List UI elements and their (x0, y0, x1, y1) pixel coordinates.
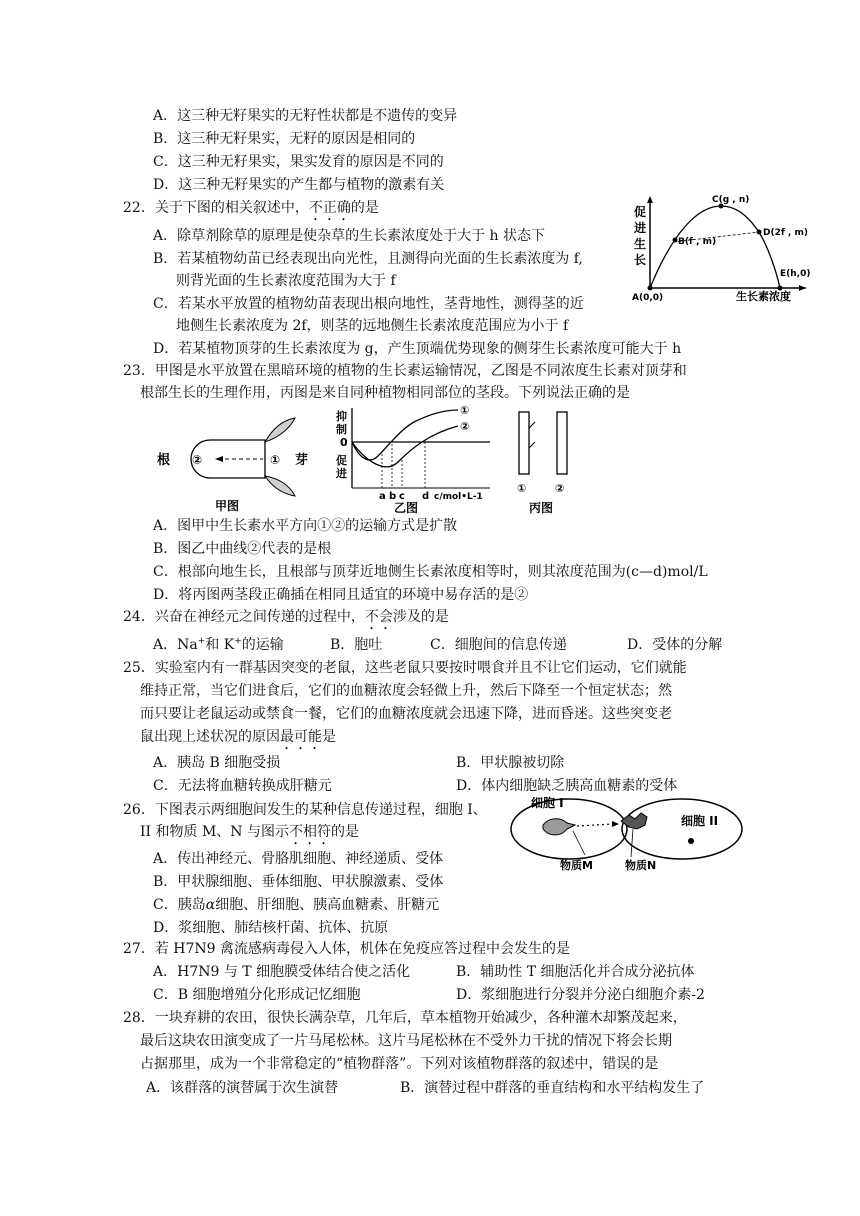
q26-option-d: D．浆细胞、肺结核杆菌、抗体、抗原 (153, 920, 389, 936)
x-unit-label: c/mol•L-1 (434, 492, 483, 502)
q21-option-a: A．这三种无籽果实的无籽性状都是不遗传的变异 (153, 108, 458, 124)
q22-stem: 22．关于下图的相关叙述中，不正确的是 (123, 200, 379, 216)
q24-option-c: C．细胞间的信息传递 (430, 637, 567, 653)
q27-option-c: C．B 细胞增殖分化形成记忆细胞 (153, 987, 361, 1003)
q24-stem: 24．兴奋在神经元之间传递的过程中，不会涉及的是 (123, 609, 449, 625)
q23-option-b: B．图乙中曲线②代表的是根 (153, 541, 332, 557)
cell-2-label: 细胞 II (681, 814, 719, 828)
q26-cell-signal-figure (505, 795, 750, 880)
signal-path (577, 824, 613, 826)
q24-stem-emphasis: 不会 (364, 609, 393, 625)
y-axis-arrow (647, 196, 653, 203)
q28-option-a: A．该群落的演替属于次生演替 (146, 1080, 339, 1096)
q25-stem-line3: 而只要让老鼠运动或禁食一餐，它们的血糖浓度就会迅速下降，进而昏迷。这些突变老 (140, 706, 672, 722)
stem-segment-2 (557, 412, 567, 474)
cell-2-outline (622, 799, 742, 859)
q22-option-a: A．除草剂除草的原理是使杂草的生长素浓度处于大于 h 状态下 (153, 228, 546, 244)
substance-m-label: 物质M (560, 859, 593, 872)
q26-option-b: B．甲状腺细胞、垂体细胞、甲状腺激素、受体 (153, 874, 444, 890)
q23-option-c: C．根部向地生长，且根部与顶芽近地侧生长素浓度相等时，则其浓度范围为(c—d)mol/L (153, 564, 708, 580)
label-d: D(2f , m) (763, 228, 808, 238)
q22-auxin-curve-figure (628, 192, 810, 304)
q26-option-c: C．胰岛α细胞、肝细胞、胰高血糖素、肝糖元 (153, 897, 440, 913)
label-e: E(h,0) (780, 269, 810, 279)
q22-option-b-line2: 则背光面的生长素浓度范围为大于 f (176, 273, 396, 289)
q25-stem-line2: 维持正常，当它们进食后，它们的血糖浓度会轻微上升，然后下降至一个恒定状态；然 (140, 683, 672, 699)
q27-option-b: B．辅助性 T 细胞活化并合成分泌抗体 (456, 964, 695, 980)
q22-option-c-line1: C．若某水平放置的植物幼苗表现出根向地性，茎背地性，测得茎的近 (153, 296, 584, 312)
stem-1-label: ① (517, 482, 527, 495)
q26-stem-line1: 26．下图表示两细胞间发生的某种信息传递过程，细胞 I、 (123, 802, 487, 818)
q22-option-c-line2: 地侧生长素浓度为 2f，则茎的远地侧生长素浓度范围应为小于 f (176, 318, 569, 334)
q22-stem-emphasis: 不正确 (308, 200, 351, 216)
transport-arrow (215, 456, 223, 462)
curve-1 (352, 410, 458, 460)
q27-option-d: D．浆细胞进行分裂并分泌白细胞介素-2 (456, 987, 705, 1003)
m-pointer (573, 831, 585, 855)
x-axis-label: 生长素浓度 (736, 290, 791, 303)
q25-option-b: B．甲状腺被切除 (456, 755, 565, 771)
lower-leaf (265, 476, 295, 496)
response-curve (650, 206, 780, 288)
q21-option-c: C．这三种无籽果实，果实发育的原因是不同的 (153, 154, 444, 170)
tick-c: c (399, 491, 405, 502)
q22-option-b-line1: B．若某植物幼苗已经表现出向光性，且测得向光面的生长素浓度为 f, (153, 251, 583, 267)
q23-figure-bing (505, 406, 585, 516)
q26-stem-line2: II 和物质 M、N 与图示不相符的是 (140, 824, 359, 840)
q23-stem-line2: 根部生长的生理作用，丙图是来自同种植物相同部位的茎段。下列说法正确的是 (140, 385, 630, 401)
x-axis-arrow (799, 285, 806, 291)
signal-arrow (612, 821, 619, 827)
promote-label-1: 促 (336, 454, 347, 467)
y-axis-label-4: 长 (634, 253, 647, 267)
q24-option-a: A．Na+和 K+的运输 (153, 636, 284, 653)
zero-label: 0 (340, 436, 348, 449)
q23-option-d: D．将丙图两茎段正确插在相同且适宜的环境中易存活的是② (153, 587, 529, 603)
q24-option-d: D．受体的分解 (627, 637, 723, 653)
inhibit-label-2: 制 (336, 423, 347, 436)
q26-option-a: A．传出神经元、骨胳肌细胞、神经递质、受体 (153, 851, 444, 867)
q25-option-c: C．无法将血糖转换成肝糖元 (153, 778, 332, 794)
stem-2-label: ② (555, 482, 565, 495)
q21-option-d: D．这三种无籽果实的产生都与植物的激素有关 (153, 177, 445, 193)
cell-2-nucleus (688, 838, 694, 844)
q25-stem-emphasis: 最可能 (280, 729, 322, 745)
q26-stem-emphasis: 不相符 (289, 824, 331, 840)
q25-stem-line1: 25．实验室内有一群基因突变的老鼠，这些老鼠只要按时喂食并且不让它们运动，它们就能 (123, 660, 687, 676)
point-a (648, 286, 653, 291)
cell-1-label: 细胞 I (531, 796, 564, 810)
y-axis-label-2: 进 (634, 221, 647, 235)
label-c: C(g , n) (712, 195, 750, 205)
figure-jia-caption: 甲图 (215, 499, 240, 513)
q28-stem-line2: 最后这块农田演变成了一片马尾松林。这片马尾松林在不受外力干扰的情况下将会长期 (140, 1033, 672, 1049)
cell-1-outline (511, 799, 627, 859)
stem-1-buds (529, 422, 535, 448)
q24-option-b: B．胞吐 (330, 637, 383, 653)
tick-a: a (379, 491, 386, 502)
point-b (673, 238, 678, 243)
cell-1-nucleus (543, 819, 575, 835)
stem-segment-1 (519, 412, 529, 474)
substance-n-label: 物质N (625, 859, 657, 872)
root-label: 根 (157, 453, 171, 468)
curve-2 (352, 426, 458, 467)
q25-option-a: A．胰岛 B 细胞受损 (153, 755, 281, 771)
inhibit-label-1: 抑 (336, 410, 347, 423)
receptor-n (621, 813, 647, 829)
marker-2: ② (192, 453, 203, 467)
promote-label-2: 进 (336, 467, 347, 480)
q23-figure-yi (330, 404, 500, 516)
figure-bing-caption: 丙图 (529, 501, 554, 515)
bud-label: 芽 (295, 453, 309, 468)
curve-1-label: ① (460, 404, 470, 417)
marker-1: ① (270, 453, 281, 467)
q23-option-a: A．图甲中生长素水平方向①②的运输方式是扩散 (153, 518, 458, 534)
q28-stem-line1: 28．一块弃耕的农田，很快长满杂草，几年后，草本植物开始减少，各种灌木却繁茂起来， (123, 1010, 687, 1026)
q21-option-b: B．这三种无籽果实，无籽的原因是相同的 (153, 131, 416, 147)
figure-yi-caption: 乙图 (394, 501, 419, 515)
q23-figure-jia (155, 410, 315, 515)
y-axis-label-3: 生 (634, 237, 647, 251)
q28-stem-line3: 占据那里，成为一个非常稳定的“植物群落”。下列对该植物群落的叙述中，错误的是 (140, 1056, 659, 1072)
q28-option-b: B．演替过程中群落的垂直结构和水平结构发生了 (400, 1080, 705, 1096)
q27-stem: 27．若 H7N9 禽流感病毒侵入人体，机体在免疫应答过程中会发生的是 (123, 941, 570, 957)
point-d (757, 230, 762, 235)
y-axis-label-1: 促 (634, 205, 647, 219)
curve-2-label: ② (460, 420, 470, 433)
n-pointer (631, 829, 633, 857)
upper-leaf (265, 418, 295, 442)
label-a: A(0,0) (632, 293, 664, 303)
tick-b: b (389, 491, 397, 502)
q25-option-d: D．体内细胞缺乏胰高血糖素的受体 (456, 778, 678, 794)
q25-stem-line4: 鼠出现上述状况的原因最可能是 (140, 729, 336, 745)
q27-option-a: A．H7N9 与 T 细胞膜受体结合使之活化 (153, 964, 411, 980)
q23-stem-line1: 23．甲图是水平放置在黑暗环境的植物的生长素运输情况，乙图是不同浓度生长素对顶芽和 (123, 363, 687, 379)
q22-option-d: D．若某植物顶芽的生长素浓度为 g，产生顶端优势现象的侧芽生长素浓度可能大于 h (153, 341, 682, 357)
tick-d: d (422, 491, 430, 502)
label-b: B(f , m) (678, 237, 717, 247)
